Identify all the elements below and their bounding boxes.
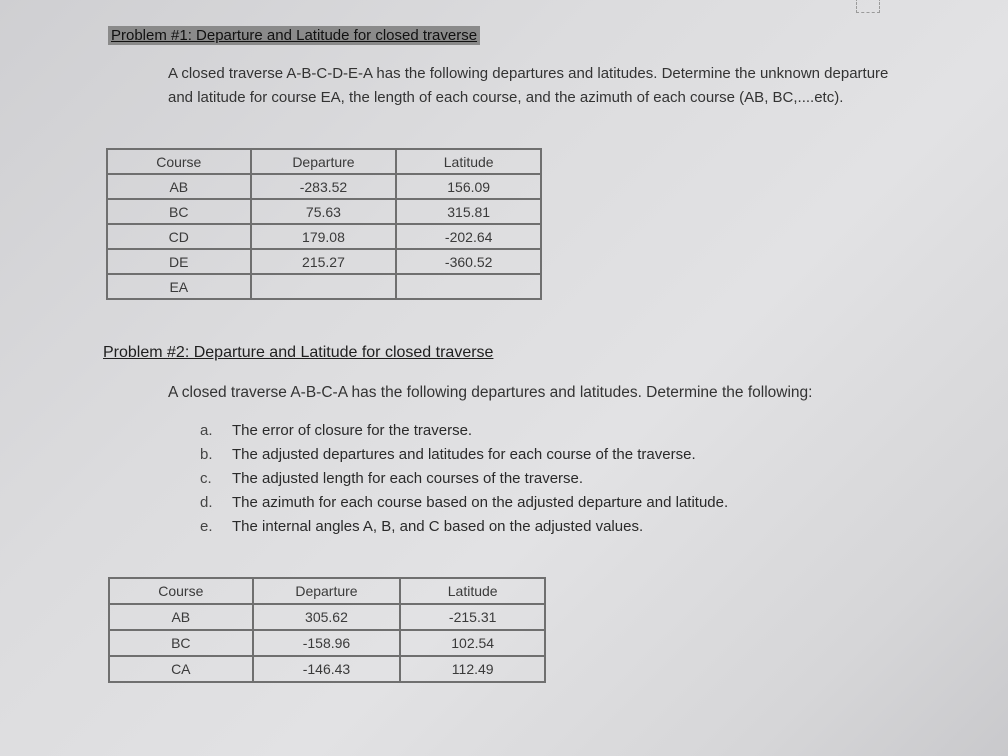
header-latitude: Latitude [400,578,545,604]
cell-departure: 305.62 [253,604,401,630]
list-item-text: The adjusted length for each courses of the traverse. [232,470,584,487]
header-departure: Departure [253,578,401,604]
list-item [200,443,840,467]
list-item [200,515,840,539]
cell-departure: -146.43 [253,656,401,682]
table-row [107,199,541,224]
table-row [109,656,545,682]
cell-latitude: 315.81 [396,199,541,224]
cell-departure: 179.08 [251,224,397,249]
cell-course: EA [107,274,251,299]
problem2-description: A closed traverse A-B-C-A has the following departures and latitudes. Determine the following: [168,384,813,401]
header-course: Course [107,149,251,174]
list-marker: d. [200,494,213,511]
table-row [107,249,541,274]
problem2-table [108,577,546,683]
list-marker: b. [200,446,213,463]
list-item-text: The azimuth for each course based on the adjusted departure and latitude. [232,494,729,511]
list-item-text: The error of closure for the traverse. [232,422,473,439]
table-header-row [107,149,541,174]
problem2-title: Problem #2: Departure and Latitude for closed traverse [103,344,494,361]
cell-departure-empty [251,274,397,299]
header-latitude: Latitude [396,149,541,174]
cell-departure: 215.27 [251,249,397,274]
list-marker: a. [200,422,213,439]
cell-latitude: -202.64 [396,224,541,249]
cell-latitude-empty [396,274,541,299]
cell-latitude: 102.54 [400,630,545,656]
cell-course: AB [109,604,253,630]
header-course: Course [109,578,253,604]
table-row [107,224,541,249]
cell-course: BC [109,630,253,656]
problem2-task-list [200,419,840,539]
problem1-table [106,148,542,300]
list-marker: e. [200,518,213,535]
header-departure: Departure [251,149,397,174]
list-item [200,467,840,491]
cell-departure: -158.96 [253,630,401,656]
table-row [109,604,545,630]
cell-departure: 75.63 [251,199,397,224]
list-marker: c. [200,470,212,487]
cell-course: DE [107,249,251,274]
cell-course: CA [109,656,253,682]
cell-latitude: -360.52 [396,249,541,274]
table-row [109,630,545,656]
cell-latitude: -215.31 [400,604,545,630]
cell-course: BC [107,199,251,224]
cell-latitude: 112.49 [400,656,545,682]
cell-latitude: 156.09 [396,174,541,199]
window-corner-decoration [856,0,880,13]
table-header-row [109,578,545,604]
list-item-text: The adjusted departures and latitudes for each course of the traverse. [232,446,696,463]
table-row [107,274,541,299]
cell-course: CD [107,224,251,249]
cell-departure: -283.52 [251,174,397,199]
table-row [107,174,541,199]
cell-course: AB [107,174,251,199]
problem1-title: Problem #1: Departure and Latitude for closed traverse [108,26,480,45]
list-item-text: The internal angles A, B, and C based on the adjusted values. [232,518,644,535]
list-item [200,419,840,443]
problem1-description: A closed traverse A-B-C-D-E-A has the following departures and latitudes. Determine the unknown departure and latitude for course EA, the length of each course, and the azimuth of each course (AB, BC,....etc). [168,65,889,106]
list-item [200,491,840,515]
